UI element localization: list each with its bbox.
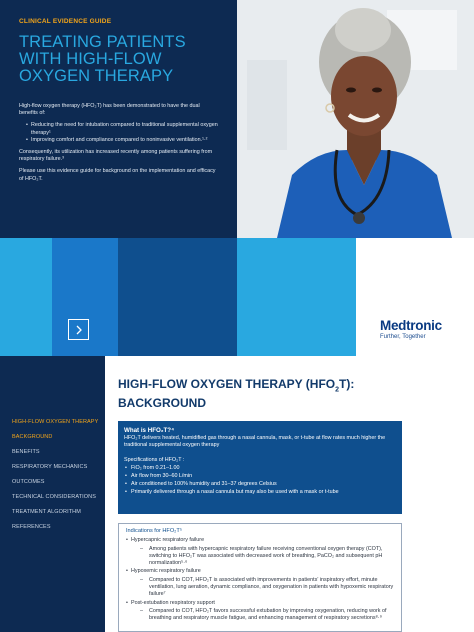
nav-item-treatment-algorithm[interactable]: TREATMENT ALGORITHM: [12, 509, 81, 515]
color-block: [237, 238, 356, 356]
hero-title: [19, 34, 219, 85]
indications-list: [126, 537, 395, 622]
benefit-item: • Reducing the need for intubation compared to traditional supplemental oxygen therapy¹: [26, 122, 219, 136]
section-title-line2: BACKGROUND: [118, 395, 206, 410]
specs-list: [124, 465, 396, 497]
section-title-suffix: T):: [339, 377, 355, 391]
indication-point: – Among patients with hypercapnic respiratory failure receiving conventional oxygen therapy (COT), switching to HFO₂T was associated with decreased work of breathing, PaCO₂ and subsequent pH normalization⁵·⁶: [140, 546, 395, 568]
hero-title-line: WITH HIGH-FLOW: [19, 50, 162, 68]
indication-label: Hypercapnic respiratory failure: [131, 537, 205, 544]
indication-group: [126, 600, 395, 623]
hero-body: [19, 103, 219, 183]
benefit-list: [19, 122, 219, 144]
nav-item-outcomes[interactable]: OUTCOMES: [12, 479, 45, 485]
section-title: [118, 378, 354, 410]
brand-name: Medtronic: [380, 318, 442, 333]
spec-item: • Primarily delivered through a nasal cannula but may also be used with a mask or t-tube: [124, 489, 396, 496]
indication-label: Hypoxemic respiratory failure: [131, 568, 201, 575]
chevron-right-icon: [74, 325, 84, 335]
spec-item: • FiO₂ from 0.21–1.00: [124, 465, 396, 472]
nav-item-background[interactable]: BACKGROUND: [12, 434, 53, 440]
what-is-heading: What is HFO₂T?⁴: [124, 427, 175, 434]
nav-item-technical-considerations[interactable]: TECHNICAL CONSIDERATIONS: [12, 494, 96, 500]
nav-item-respiratory-mechanics[interactable]: RESPIRATORY MECHANICS: [12, 464, 88, 470]
nav-item-references[interactable]: REFERENCES: [12, 524, 51, 530]
eyebrow-label: CLINICAL EVIDENCE GUIDE: [19, 18, 112, 25]
specs-heading: Specifications of HFO₂T :: [124, 456, 185, 463]
benefit-item: • Improving comfort and compliance compared to noninvasive ventilation.¹·²: [26, 137, 219, 144]
indication-label: Post-extubation respiratory support: [131, 599, 215, 606]
color-block: [0, 238, 52, 356]
indication-group: [126, 537, 395, 567]
indication-point: – Compared to COT, HFO₂T favors successful extubation by improving oxygenation, reducing work of breathing and respiratory muscle fatigue, and enhancing management of respiratory secretions⁸·⁹: [140, 608, 395, 623]
section-title-prefix: HIGH-FLOW OXYGEN THERAPY (HFO: [118, 377, 336, 391]
indication-point: – Compared to COT, HFO₂T is associated with improvements in patients’ inspiratory effort, minute ventilation, lung aeration, dynamic compliance, and oxygenation in patients with hypoxemic respiratory failure⁷: [140, 577, 395, 599]
hero-panel: [0, 0, 237, 238]
color-block: [118, 238, 237, 356]
nav-header[interactable]: HIGH-FLOW OXYGEN THERAPY: [12, 419, 99, 425]
next-page-button[interactable]: [68, 319, 89, 340]
indications-title: Indications for HFO₂T⁵: [126, 528, 183, 534]
hero-consequence: Consequently, its utilization has increased recently among patients suffering from respiratory failure.³: [19, 149, 213, 163]
what-is-description: HFO₂T delivers heated, humidified gas through a nasal cannula, mask, or t-tube at flow rates much higher the traditional supplemental oxygen therapy: [124, 435, 386, 449]
section-nav: [0, 356, 105, 632]
hero-cta-text: Please use this evidence guide for background on the implementation and efficacy of HFO₂T.: [19, 168, 216, 182]
clinician-photo: [237, 0, 474, 238]
hero-title-line: TREATING PATIENTS: [19, 33, 186, 51]
nav-item-benefits[interactable]: BENEFITS: [12, 449, 40, 455]
background-section: [105, 356, 474, 632]
indications-box: [118, 523, 402, 632]
medtronic-logo: [380, 318, 442, 340]
what-is-box: [118, 421, 402, 514]
brand-tagline: Further, Together: [380, 334, 426, 340]
indication-group: [126, 568, 395, 598]
spec-item: • Air flow from 30–60 L/min: [124, 473, 396, 480]
hero-title-line: OXYGEN THERAPY: [19, 67, 174, 85]
hero-intro: High-flow oxygen therapy (HFO₂T) has been demonstrated to have the dual benefits of:: [19, 103, 200, 117]
section-title-subscript: 2: [335, 386, 340, 394]
spec-item: • Air conditioned to 100% humidity and 31–37 degrees Celsius: [124, 481, 396, 488]
